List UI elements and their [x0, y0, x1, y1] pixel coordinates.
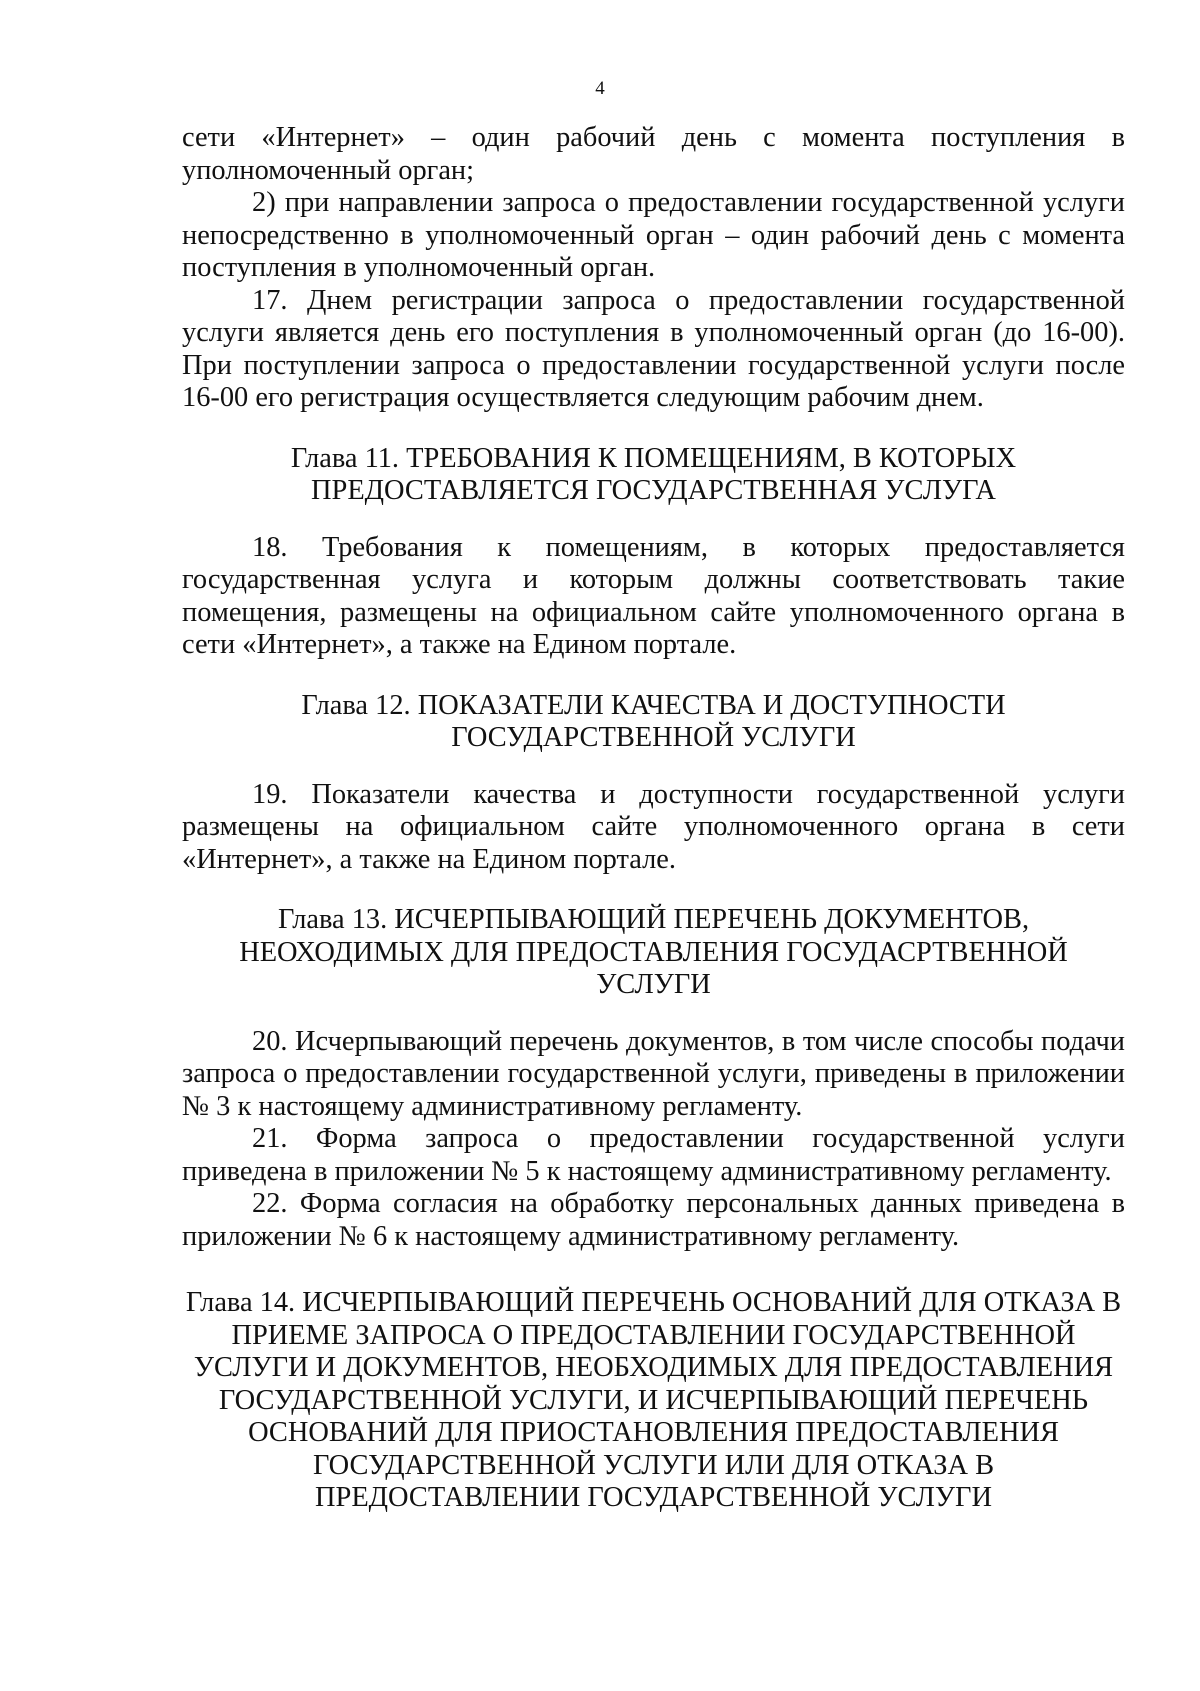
page-number: 4 — [595, 78, 605, 99]
paragraph-item-22: 22. Форма согласия на обработку персональных данных приведена в приложении № 6 к настоящему административному регламенту. — [182, 1188, 1125, 1252]
chapter-11-heading — [182, 443, 1125, 508]
chapter-14-line: ПРЕДОСТАВЛЕНИИ ГОСУДАРСТВЕННОЙ УСЛУГИ — [315, 1482, 992, 1513]
chapter-12-heading — [182, 690, 1125, 755]
chapter-11-line: ПРЕДОСТАВЛЯЕТСЯ ГОСУДАРСТВЕННАЯ УСЛУГА — [311, 475, 996, 506]
paragraph-item-2: 2) при направлении запроса о предоставлении государственной услуги непосредственно в уполномоченный орган – один рабочий день с момента поступления в уполномоченный орган. — [182, 187, 1125, 283]
chapter-14-line: ГОСУДАРСТВЕННОЙ УСЛУГИ, И ИСЧЕРПЫВАЮЩИЙ ПЕРЕЧЕНЬ — [218, 1384, 1089, 1416]
paragraph-item-20: 20. Исчерпывающий перечень документов, в том числе способы подачи запроса о предоставлении государственной услуги, приведены в приложении № 3 к настоящему административному регламенту. — [182, 1025, 1125, 1122]
chapter-11-line: Глава 11. ТРЕБОВАНИЯ К ПОМЕЩЕНИЯМ, В КОТОРЫХ — [290, 442, 1017, 474]
paragraph-item-19: 19. Показатели качества и доступности государственной услуги размещены на официальном сайте уполномоченного органа в сети «Интернет», а также на Едином портале. — [182, 778, 1125, 875]
chapter-13-heading — [182, 904, 1125, 1002]
chapter-12-line: ГОСУДАРСТВЕННОЙ УСЛУГИ — [451, 722, 856, 753]
chapter-14-heading — [182, 1287, 1125, 1515]
chapter-12-line: Глава 12. ПОКАЗАТЕЛИ КАЧЕСТВА И ДОСТУПНОСТИ — [301, 689, 1006, 721]
paragraph-item-17: 17. Днем регистрации запроса о предоставлении государственной услуги является день его поступления в уполномоченный орган (до 16-00). При поступлении запроса о предоставлении государственной услуги после 16-00 его регистрация осуществляется следующим рабочим днем. — [182, 284, 1125, 413]
paragraph-item-18: 18. Требования к помещениям, в которых предоставляется государственная услуга и которым должны соответствовать такие помещения, размещены на официальном сайте уполномоченного органа в сети «Интернет», а также на Едином портале. — [182, 531, 1125, 660]
chapter-14-line: ГОСУДАРСТВЕННОЙ УСЛУГИ ИЛИ ДЛЯ ОТКАЗА В — [312, 1449, 995, 1481]
paragraph-continuation: сети «Интернет» – один рабочий день с момента поступления в уполномоченный орган; — [182, 122, 1125, 186]
chapter-13-line: Глава 13. ИСЧЕРПЫВАЮЩИЙ ПЕРЕЧЕНЬ ДОКУМЕНТОВ, — [277, 904, 1030, 935]
document-body — [182, 122, 1125, 1515]
chapter-14-line: Глава 14. ИСЧЕРПЫВАЮЩИЙ ПЕРЕЧЕНЬ ОСНОВАНИЙ ДЛЯ ОТКАЗА В — [185, 1287, 1122, 1318]
chapter-14-line: УСЛУГИ И ДОКУМЕНТОВ, НЕОБХОДИМЫХ ДЛЯ ПРЕДОСТАВЛЕНИЯ — [193, 1352, 1114, 1383]
chapter-13-line: НЕОХОДИМЫХ ДЛЯ ПРЕДОСТАВЛЕНИЯ ГОСУДАСРТВЕННОЙ — [239, 936, 1068, 968]
chapter-13-line: УСЛУГИ — [596, 969, 711, 1000]
paragraph-item-21: 21. Форма запроса о предоставлении государственной услуги приведена в приложении № 5 к настоящему административному регламенту. — [182, 1123, 1125, 1187]
chapter-14-line: ОСНОВАНИЙ ДЛЯ ПРИОСТАНОВЛЕНИЯ ПРЕДОСТАВЛЕНИЯ — [248, 1417, 1059, 1448]
chapter-14-line: ПРИЕМЕ ЗАПРОСА О ПРЕДОСТАВЛЕНИИ ГОСУДАРСТВЕННОЙ — [231, 1319, 1076, 1351]
